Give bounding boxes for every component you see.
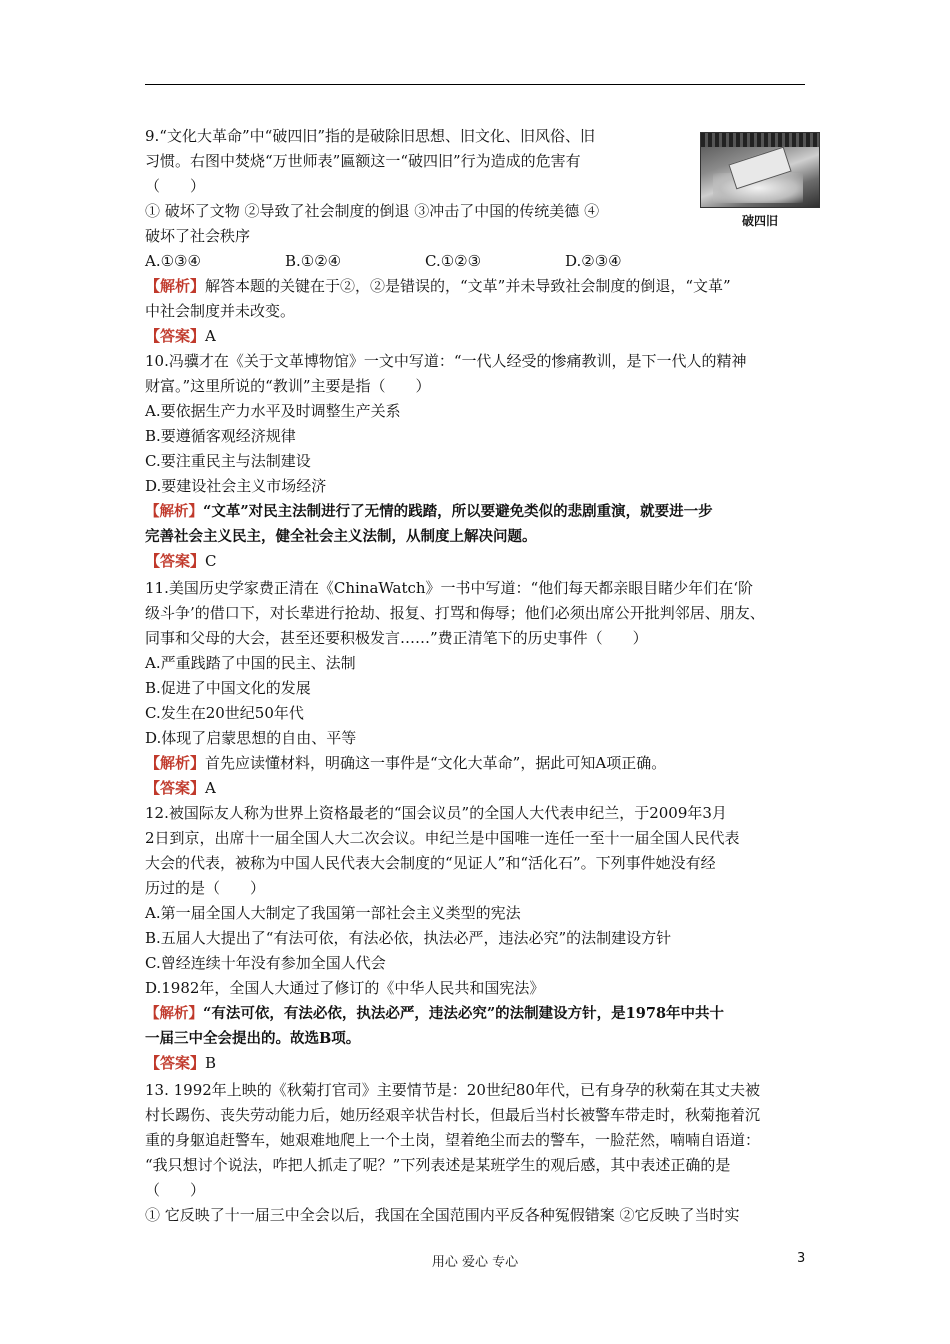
q11-option-d: D.体现了启蒙思想的自由、平等 bbox=[145, 729, 357, 747]
q12-line: 大会的代表，被称为中国人民代表大会制度的“见证人”和“活化石”。下列事件她没有经 bbox=[145, 854, 716, 872]
q12-option-a: A.第一届全国人大制定了我国第一部社会主义类型的宪法 bbox=[145, 904, 521, 922]
question-11 bbox=[145, 576, 813, 801]
q12-option-c: C.曾经连续十年没有参加全国人代会 bbox=[145, 954, 386, 972]
analysis-tag: 【解析】 bbox=[145, 503, 203, 520]
analysis-tag: 【解析】 bbox=[145, 754, 206, 772]
q11-line: 同事和父母的大会，甚至还要积极发言……”费正清笔下的历史事件（ ） bbox=[145, 629, 648, 647]
q10-answer bbox=[145, 549, 813, 574]
header-rule bbox=[145, 84, 805, 85]
q11-option-c: C.发生在20世纪50年代 bbox=[145, 704, 304, 722]
q9-line: 破坏了社会秩序 bbox=[145, 227, 251, 245]
q11-answer-value: A bbox=[205, 779, 216, 797]
q9-line: 9.“文化大革命”中“破四旧”指的是破除旧思想、旧文化、旧风俗、旧 bbox=[145, 127, 595, 145]
q9-answer bbox=[145, 324, 813, 349]
q11-analysis-text: 首先应读懂材料，明确这一事件是“文化大革命”，据此可知A项正确。 bbox=[205, 754, 667, 772]
q9-options bbox=[145, 249, 705, 274]
q13-line: 13. 1992年上映的《秋菊打官司》主要情节是：20世纪80年代，已有身孕的秋菊在其丈夫被 bbox=[145, 1081, 760, 1099]
page-content bbox=[145, 124, 813, 1228]
q12-answer bbox=[145, 1051, 813, 1076]
q13-line: “我只想讨个说法，咋把人抓走了呢？”下列表述是某班学生的观后感，其中表述正确的是 bbox=[145, 1156, 731, 1174]
question-9 bbox=[145, 124, 813, 349]
q9-answer-value: A bbox=[205, 327, 216, 345]
q10-analysis-text: “文革”对民主法制进行了无情的践踏，所以要避免类似的悲剧重演，就要进一步 bbox=[203, 503, 713, 520]
q9-analysis bbox=[145, 274, 813, 299]
q11-line: 11.美国历史学家费正清在《ChinaWatch》一书中写道：“他们每天都亲眼目睹少年们在‘阶 bbox=[145, 579, 753, 597]
page-number: 3 bbox=[797, 1251, 806, 1266]
q12-analysis bbox=[145, 1001, 813, 1026]
q10-analysis-line: 完善社会主义民主，健全社会主义法制，从制度上解决问题。 bbox=[145, 528, 537, 545]
question-12 bbox=[145, 801, 813, 1076]
q11-analysis bbox=[145, 751, 813, 776]
question-13 bbox=[145, 1078, 813, 1228]
q10-option-c: C.要注重民主与法制建设 bbox=[145, 452, 311, 470]
q10-option-a: A.要依据生产力水平及时调整生产关系 bbox=[145, 402, 401, 420]
q13-line: （ ） bbox=[145, 1181, 206, 1199]
q9-analysis-text: 解答本题的关键在于②，②是错误的，“文革”并未导致社会制度的倒退，“文革” bbox=[205, 277, 731, 295]
q10-option-d: D.要建设社会主义市场经济 bbox=[145, 477, 327, 495]
q12-line: 历过的是（ ） bbox=[145, 879, 266, 897]
q9-analysis-line: 中社会制度并未改变。 bbox=[145, 302, 296, 320]
q12-option-d: D.1982年，全国人大通过了修订的《中华人民共和国宪法》 bbox=[145, 979, 545, 997]
q10-analysis bbox=[145, 499, 813, 524]
q10-option-b: B.要遵循客观经济规律 bbox=[145, 427, 296, 445]
q9-line: （ ） bbox=[145, 177, 206, 195]
q10-answer-value: C bbox=[205, 552, 217, 570]
q9-option-a: A.①③④ bbox=[145, 252, 201, 270]
q13-line: 村长踢伤、丧失劳动能力后，她历经艰辛状告村长，但最后当村长被警车带走时，秋菊拖着沉 bbox=[145, 1106, 761, 1124]
answer-tag: 【答案】 bbox=[145, 1054, 206, 1072]
q12-answer-value: B bbox=[205, 1054, 217, 1072]
q12-analysis-text: “有法可依，有法必依，执法必严，违法必究”的法制建设方针，是1978年中共十 bbox=[203, 1005, 725, 1022]
answer-tag: 【答案】 bbox=[145, 327, 206, 345]
q9-option-c: C.①②③ bbox=[425, 252, 482, 270]
q10-line: 财富。”这里所说的“教训”主要是指（ ） bbox=[145, 377, 431, 395]
q12-analysis-line: 一届三中全会提出的。故选B项。 bbox=[145, 1030, 361, 1047]
figure-caption: 破四旧 bbox=[741, 214, 778, 228]
analysis-tag: 【解析】 bbox=[145, 1005, 203, 1022]
q10-line: 10.冯骥才在《关于文革博物馆》一文中写道：“一代人经受的惨痛教训，是下一代人的精神 bbox=[145, 352, 747, 370]
q9-line: 习惯。右图中焚烧“万世师表”匾额这一“破四旧”行为造成的危害有 bbox=[145, 152, 581, 170]
q12-line: 12.被国际友人称为世界上资格最老的“国会议员”的全国人大代表申纪兰，于2009年3月 bbox=[145, 804, 727, 822]
question-10 bbox=[145, 349, 813, 574]
q11-answer bbox=[145, 776, 813, 801]
answer-tag: 【答案】 bbox=[145, 552, 206, 570]
q9-option-d: D.②③④ bbox=[565, 252, 622, 270]
q11-option-b: B.促进了中国文化的发展 bbox=[145, 679, 311, 697]
q9-option-b: B.①②④ bbox=[285, 252, 342, 270]
q11-line: 级斗争’的借口下，对长辈进行抢劫、报复、打骂和侮辱；他们必须出席公开批判邻居、朋友、 bbox=[145, 604, 765, 622]
footer-text: 用心 爱心 专心 bbox=[431, 1255, 519, 1270]
analysis-tag: 【解析】 bbox=[145, 277, 206, 295]
q11-option-a: A.严重践踏了中国的民主、法制 bbox=[145, 654, 356, 672]
q12-option-b: B.五届人大提出了“有法可依，有法必依，执法必严，违法必究”的法制建设方针 bbox=[145, 929, 672, 947]
q13-line: ① 它反映了十一届三中全会以后，我国在全国范围内平反各种冤假错案 ②它反映了当时实 bbox=[145, 1206, 740, 1224]
q12-line: 2日到京，出席十一届全国人大二次会议。申纪兰是中国唯一连任一至十一届全国人民代表 bbox=[145, 829, 740, 847]
q9-line: ① 破坏了文物 ②导致了社会制度的倒退 ③冲击了中国的传统美德 ④ bbox=[145, 202, 600, 220]
answer-tag: 【答案】 bbox=[145, 779, 206, 797]
q13-line: 重的身躯追赶警车，她艰难地爬上一个土岗，望着绝尘而去的警车，一脸茫然，喃喃自语道： bbox=[145, 1131, 761, 1149]
